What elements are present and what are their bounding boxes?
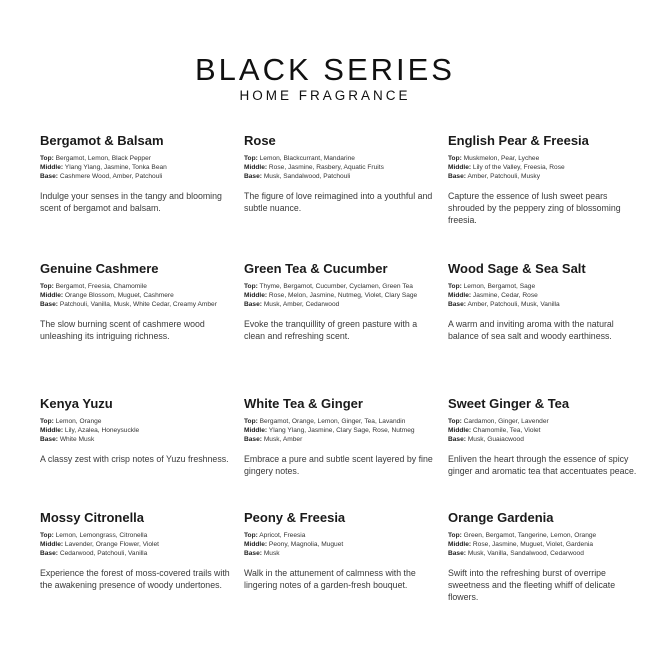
- base-notes-value: Amber, Patchouli, Musky: [467, 173, 540, 180]
- base-notes-line: [244, 300, 436, 309]
- base-notes-line: [244, 549, 436, 558]
- fragrance-notes: [448, 531, 640, 558]
- fragrance-notes: [40, 282, 232, 309]
- top-notes-value: Bergamot, Freesia, Chamomile: [55, 283, 147, 290]
- middle-notes-value: Orange Blossom, Muguet, Cashmere: [64, 292, 174, 299]
- fragrance-card: [244, 261, 436, 342]
- base-notes-label: Base:: [40, 436, 58, 443]
- base-notes-label: Base:: [40, 301, 58, 308]
- base-notes-value: Musk, Vanilla, Sandalwood, Cedarwood: [467, 550, 584, 557]
- base-notes-value: Musk, Guaiacwood: [467, 436, 524, 443]
- middle-notes-value: Chamomile, Tea, Violet: [472, 427, 541, 434]
- top-notes-value: Lemon, Lemongrass, Citronella: [55, 532, 148, 539]
- fragrance-description: Walk in the attunement of calmness with the lingering notes of a garden-fresh bouquet.: [244, 568, 416, 590]
- base-notes-value: Musk, Sandalwood, Patchouli: [263, 173, 351, 180]
- middle-notes-line: [40, 426, 232, 435]
- base-notes-line: [40, 300, 232, 309]
- base-notes-label: Base:: [448, 436, 466, 443]
- fragrance-card: [40, 133, 232, 214]
- middle-notes-label: Middle:: [448, 164, 472, 171]
- middle-notes-line: [244, 426, 436, 435]
- middle-notes-label: Middle:: [40, 541, 64, 548]
- top-notes-label: Top:: [448, 418, 462, 425]
- fragrance-card: [448, 133, 640, 226]
- fragrance-name: English Pear & Freesia: [448, 133, 589, 148]
- fragrance-description: Capture the essence of lush sweet pears shrouded by the peppery zing of blossoming freesia.: [448, 191, 621, 225]
- middle-notes-line: [244, 291, 436, 300]
- middle-notes-label: Middle:: [40, 292, 64, 299]
- middle-notes-line: [448, 163, 640, 172]
- top-notes-value: Lemon, Orange: [55, 418, 102, 425]
- top-notes-line: [448, 154, 640, 163]
- top-notes-label: Top:: [244, 418, 258, 425]
- top-notes-line: [448, 531, 640, 540]
- top-notes-label: Top:: [40, 155, 54, 162]
- fragrance-name: Peony & Freesia: [244, 510, 346, 525]
- fragrance-notes: [244, 417, 436, 444]
- base-notes-value: Cashmere Wood, Amber, Patchouli: [59, 173, 163, 180]
- base-notes-line: [244, 172, 436, 181]
- top-notes-line: [40, 282, 232, 291]
- fragrance-name: Orange Gardenia: [448, 510, 554, 525]
- top-notes-line: [244, 531, 436, 540]
- top-notes-value: Thyme, Bergamot, Cucumber, Cyclamen, Green Tea: [259, 283, 413, 290]
- fragrance-notes: [244, 531, 436, 558]
- base-notes-label: Base:: [40, 173, 58, 180]
- base-notes-line: [448, 172, 640, 181]
- base-notes-value: White Musk: [59, 436, 95, 443]
- top-notes-value: Green, Bergamot, Tangerine, Lemon, Orange: [463, 532, 597, 539]
- top-notes-label: Top:: [448, 283, 462, 290]
- fragrance-description: Swift into the refreshing burst of overripe sweetness and the fleeting whiff of delicate flowers.: [448, 568, 616, 602]
- base-notes-label: Base:: [448, 173, 466, 180]
- middle-notes-line: [448, 426, 640, 435]
- base-notes-value: Musk, Amber, Cedarwood: [263, 301, 340, 308]
- middle-notes-label: Middle:: [244, 292, 268, 299]
- middle-notes-label: Middle:: [244, 427, 268, 434]
- fragrance-name: Sweet Ginger & Tea: [448, 396, 570, 411]
- middle-notes-label: Middle:: [40, 164, 64, 171]
- fragrance-description: A classy zest with crisp notes of Yuzu freshness.: [40, 454, 229, 464]
- top-notes-line: [244, 282, 436, 291]
- fragrance-card: [244, 396, 436, 477]
- middle-notes-label: Middle:: [244, 164, 268, 171]
- fragrance-card: [244, 510, 436, 591]
- top-notes-line: [244, 417, 436, 426]
- top-notes-line: [40, 531, 232, 540]
- base-notes-line: [448, 549, 640, 558]
- page-subtitle: HOME FRAGRANCE: [239, 88, 411, 103]
- top-notes-line: [448, 282, 640, 291]
- middle-notes-value: Lavender, Orange Flower, Violet: [64, 541, 160, 548]
- fragrance-notes: [40, 154, 232, 181]
- fragrance-name: Green Tea & Cucumber: [244, 261, 388, 276]
- top-notes-value: Muskmelon, Pear, Lychee: [463, 155, 540, 162]
- fragrance-notes: [448, 154, 640, 181]
- base-notes-label: Base:: [244, 301, 262, 308]
- middle-notes-line: [40, 540, 232, 549]
- top-notes-label: Top:: [40, 418, 54, 425]
- top-notes-label: Top:: [448, 155, 462, 162]
- top-notes-line: [40, 154, 232, 163]
- fragrance-description: Evoke the tranquillity of green pasture with a clean and refreshing scent.: [244, 319, 418, 341]
- fragrance-card: [244, 133, 436, 214]
- fragrance-description: The figure of love reimagined into a youthful and subtle nuance.: [244, 191, 433, 213]
- fragrance-name: White Tea & Ginger: [244, 396, 363, 411]
- fragrance-card: [448, 510, 640, 603]
- base-notes-label: Base:: [448, 550, 466, 557]
- base-notes-value: Cedarwood, Patchouli, Vanilla: [59, 550, 148, 557]
- middle-notes-label: Middle:: [244, 541, 268, 548]
- fragrance-card: [40, 261, 232, 342]
- top-notes-label: Top:: [40, 283, 54, 290]
- fragrance-name: Rose: [244, 133, 276, 148]
- middle-notes-value: Rose, Jasmine, Rasbery, Aquatic Fruits: [268, 164, 384, 171]
- top-notes-label: Top:: [40, 532, 54, 539]
- middle-notes-value: Ylang Ylang, Jasmine, Tonka Bean: [64, 164, 167, 171]
- top-notes-line: [40, 417, 232, 426]
- fragrance-description: Indulge your senses in the tangy and blooming scent of bergamot and balsam.: [40, 191, 222, 213]
- middle-notes-line: [448, 291, 640, 300]
- top-notes-label: Top:: [448, 532, 462, 539]
- top-notes-value: Cardamon, Ginger, Lavender: [463, 418, 549, 425]
- base-notes-label: Base:: [244, 173, 262, 180]
- base-notes-line: [448, 300, 640, 309]
- middle-notes-line: [40, 163, 232, 172]
- base-notes-line: [40, 549, 232, 558]
- fragrance-notes: [448, 282, 640, 309]
- fragrance-notes: [244, 282, 436, 309]
- fragrance-name: Kenya Yuzu: [40, 396, 113, 411]
- middle-notes-label: Middle:: [448, 427, 472, 434]
- middle-notes-value: Peony, Magnolia, Muguet: [268, 541, 344, 548]
- fragrance-description: Enliven the heart through the essence of spicy ginger and aromatic tea that accentuates peace.: [448, 454, 637, 476]
- base-notes-line: [40, 172, 232, 181]
- top-notes-value: Bergamot, Lemon, Black Pepper: [55, 155, 151, 162]
- base-notes-value: Amber, Patchouli, Musk, Vanilla: [467, 301, 560, 308]
- top-notes-label: Top:: [244, 532, 258, 539]
- middle-notes-value: Lily of the Valley, Freesia, Rose: [472, 164, 565, 171]
- fragrance-description: The slow burning scent of cashmere wood unleashing its intriguing richness.: [40, 319, 205, 341]
- top-notes-value: Apricot, Freesia: [259, 532, 306, 539]
- fragrance-name: Wood Sage & Sea Salt: [448, 261, 586, 276]
- fragrance-card: [448, 261, 640, 342]
- fragrance-notes: [244, 154, 436, 181]
- base-notes-value: Patchouli, Vanilla, Musk, White Cedar, Creamy Amber: [59, 301, 217, 308]
- middle-notes-label: Middle:: [448, 541, 472, 548]
- middle-notes-line: [244, 540, 436, 549]
- top-notes-label: Top:: [244, 155, 258, 162]
- middle-notes-line: [244, 163, 436, 172]
- middle-notes-value: Rose, Melon, Jasmine, Nutmeg, Violet, Clary Sage: [268, 292, 418, 299]
- base-notes-line: [244, 435, 436, 444]
- middle-notes-value: Jasmine, Cedar, Rose: [472, 292, 538, 299]
- base-notes-label: Base:: [448, 301, 466, 308]
- base-notes-label: Base:: [244, 436, 262, 443]
- middle-notes-value: Lily, Azalea, Honeysuckle: [64, 427, 140, 434]
- fragrance-notes: [40, 531, 232, 558]
- top-notes-label: Top:: [244, 283, 258, 290]
- fragrance-notes: [40, 417, 232, 444]
- middle-notes-value: Ylang Ylang, Jasmine, Clary Sage, Rose, Nutmeg: [268, 427, 415, 434]
- fragrance-notes: [448, 417, 640, 444]
- base-notes-value: Musk, Amber: [263, 436, 303, 443]
- base-notes-label: Base:: [40, 550, 58, 557]
- fragrance-description: A warm and inviting aroma with the natural balance of sea salt and woody earthiness.: [448, 319, 614, 341]
- top-notes-value: Bergamot, Orange, Lemon, Ginger, Tea, Lavandin: [259, 418, 406, 425]
- middle-notes-label: Middle:: [40, 427, 64, 434]
- fragrance-card: [40, 510, 232, 591]
- middle-notes-line: [40, 291, 232, 300]
- middle-notes-value: Rose, Jasmine, Muguet, Violet, Gardenia: [472, 541, 594, 548]
- base-notes-line: [448, 435, 640, 444]
- top-notes-line: [448, 417, 640, 426]
- fragrance-description: Embrace a pure and subtle scent layered by fine gingery notes.: [244, 454, 433, 476]
- base-notes-value: Musk: [263, 550, 280, 557]
- fragrance-card: [448, 396, 640, 477]
- fragrance-description: Experience the forest of moss-covered trails with the awakening presence of woody undertones.: [40, 568, 230, 590]
- middle-notes-label: Middle:: [448, 292, 472, 299]
- middle-notes-line: [448, 540, 640, 549]
- base-notes-label: Base:: [244, 550, 262, 557]
- page-title: BLACK SERIES: [195, 52, 455, 87]
- base-notes-line: [40, 435, 232, 444]
- fragrance-name: Mossy Citronella: [40, 510, 145, 525]
- top-notes-value: Lemon, Bergamot, Sage: [463, 283, 536, 290]
- fragrance-name: Genuine Cashmere: [40, 261, 159, 276]
- top-notes-line: [244, 154, 436, 163]
- fragrance-name: Bergamot & Balsam: [40, 133, 164, 148]
- fragrance-card: [40, 396, 232, 465]
- top-notes-value: Lemon, Blackcurrant, Mandarine: [259, 155, 355, 162]
